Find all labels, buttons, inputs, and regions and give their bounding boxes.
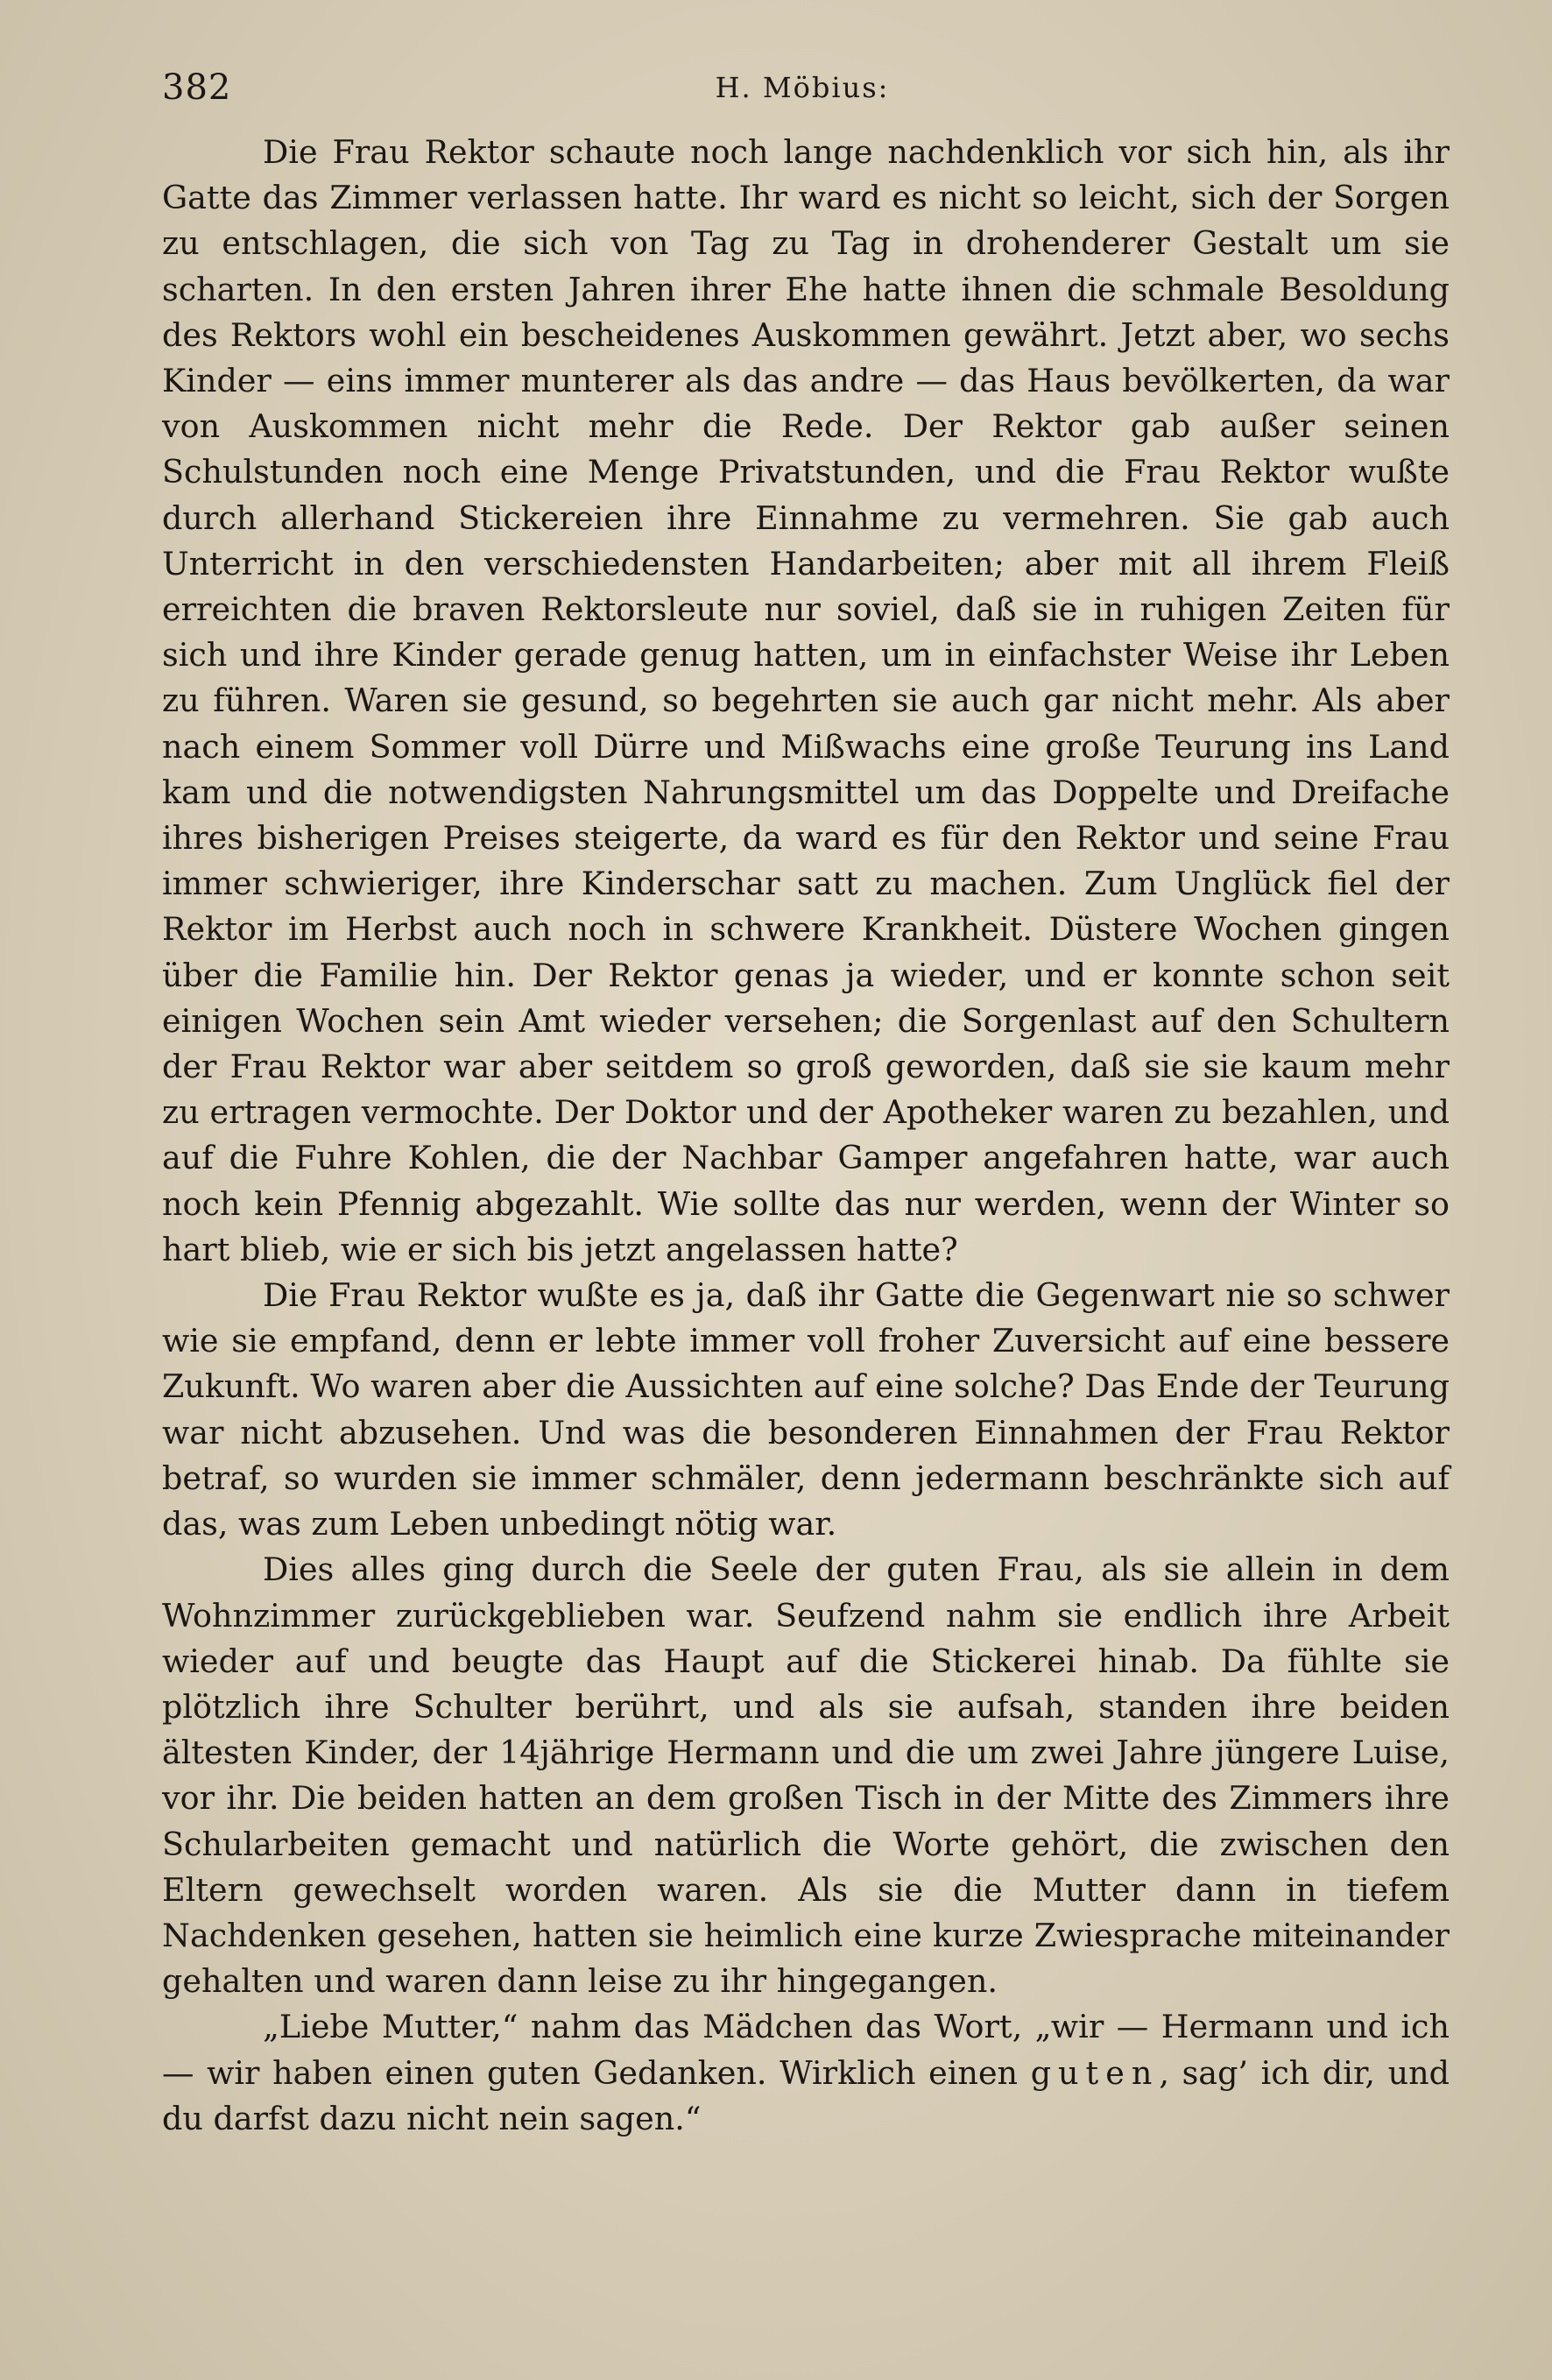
- paragraph: [162, 2004, 1450, 2142]
- paragraph-text: „Liebe Mutter,“ nahm das Mädchen das Wort, „wir — Hermann und ich — wir haben einen guten Gedanken. Wirklich einen: [162, 2008, 1450, 2092]
- page-number: 382: [162, 67, 232, 108]
- paragraph: Die Frau Rektor wußte es ja, daß ihr Gatte die Gegenwart nie so schwer wie sie empfand, denn er lebte immer voll froher Zuversicht auf eine bessere Zukunft. Wo waren aber die Aussichten auf eine solche? Das Ende der Teurung war nicht abzusehen. Und was die besonderen Einnahmen der Frau Rektor betraf, so wurden sie immer schmäler, denn jedermann beschränkte sich auf das, was zum Leben unbedingt nötig war.: [162, 1276, 1450, 1543]
- paragraph-text: , sag’ ich dir, und du darfst dazu nicht nein sagen.“: [162, 2053, 1450, 2137]
- emphasized-word: guten: [1030, 2053, 1160, 2092]
- paragraph: Die Frau Rektor schaute noch lange nachdenklich vor sich hin, als ihr Gatte das Zimmer verlassen hatte. Ihr ward es nicht so leicht, sich der Sorgen zu entschlagen, die sich von Tag zu Tag in drohenderer Gestalt um sie scharten. In den ersten Jahren ihrer Ehe hatte ihnen die schmale Besoldung des Rektors wohl ein bescheidenes Auskommen gewährt. Jetzt aber, wo sechs Kinder — eins immer munterer als das andre — das Haus bevölkerten, da war von Auskommen nicht mehr die Rede. Der Rektor gab außer seinen Schulstunden noch eine Menge Privatstunden, und die Frau Rektor wußte durch allerhand Stickereien ihre Einnahme zu vermehren. Sie gab auch Unterricht in den verschiedensten Handarbeiten; aber mit all ihrem Fleiß erreichten die braven Rektorsleute nur soviel, daß sie in ruhigen Zeiten für sich und ihre Kinder gerade genug hatten, um in einfachster Weise ihr Leben zu führen. Waren sie gesund, so begehrten sie auch gar nicht mehr. Als aber nach einem Sommer voll Dürre und Mißwachs eine große Teurung ins Land kam und die notwendigsten Nahrungsmittel um das Doppelte und Dreifache ihres bisherigen Preises steigerte, da ward es für den Rektor und seine Frau immer schwieriger, ihre Kinderschar satt zu machen. Zum Unglück fiel der Rektor im Herbst auch noch in schwere Krankheit. Düstere Wochen gingen über die Familie hin. Der Rektor genas ja wieder, und er konnte schon seit einigen Wochen sein Amt wieder versehen; die Sorgenlast auf den Schultern der Frau Rektor war aber seitdem so groß geworden, daß sie sie kaum mehr zu ertragen vermochte. Der Doktor und der Apotheker waren zu bezahlen, und auf die Fuhre Kohlen, die der Nachbar Gamper angefahren hatte, war auch noch kein Pfennig abgezahlt. Wie sollte das nur werden, wenn der Winter so hart blieb, wie er sich bis jetzt angelassen hatte?: [162, 133, 1450, 1268]
- paragraph: Dies alles ging durch die Seele der guten Frau, als sie allein in dem Wohnzimmer zurückgeblieben war. Seufzend nahm sie endlich ihre Arbeit wieder auf und beugte das Haupt auf die Stickerei hinab. Da fühlte sie plötzlich ihre Schulter berührt, und als sie aufsah, standen ihre beiden ältesten Kinder, der 14jährige Hermann und die um zwei Jahre jüngere Luise, vor ihr. Die beiden hatten an dem großen Tisch in der Mitte des Zimmers ihre Schularbeiten gemacht und natürlich die Worte gehört, die zwischen den Eltern gewechselt worden waren. Als sie die Mutter dann in tiefem Nachdenken gesehen, hatten sie heimlich eine kurze Zwiesprache miteinander gehalten und waren dann leise zu ihr hingegangen.: [162, 1550, 1450, 2001]
- body-text: [162, 130, 1450, 2142]
- running-head: H. Möbius:: [715, 71, 890, 104]
- page-header: [153, 61, 1451, 114]
